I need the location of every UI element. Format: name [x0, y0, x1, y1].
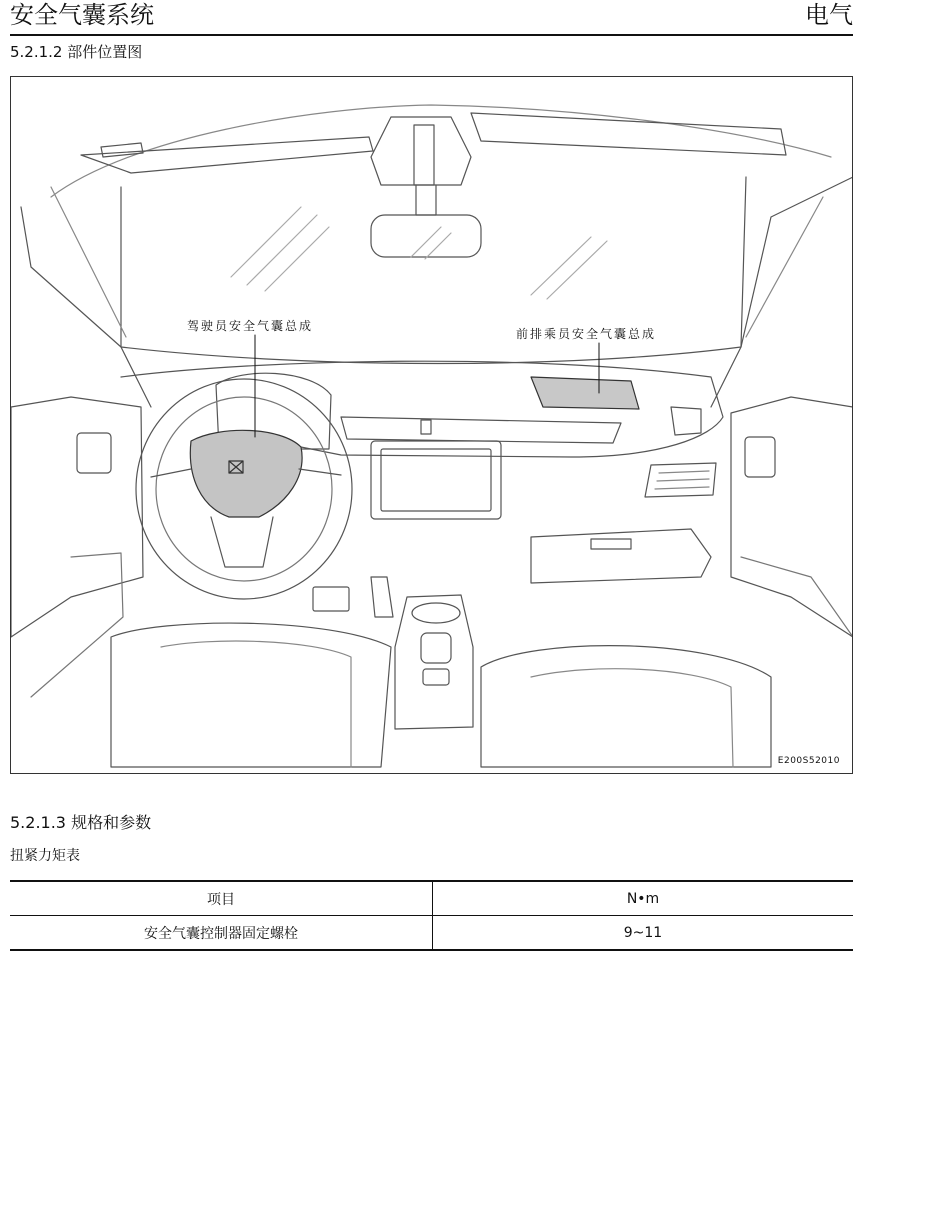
section-heading-specs: 5.2.1.3 规格和参数	[10, 813, 152, 832]
right-sun-visor	[471, 113, 786, 155]
car-interior-illustration	[11, 77, 853, 774]
center-console	[395, 595, 473, 729]
torque-table-title: 扭紧力矩表	[10, 848, 80, 864]
right-door-panel	[731, 397, 853, 637]
driver-airbag-area	[190, 430, 302, 517]
column-header-item: 项目	[10, 881, 433, 916]
table-header-row	[10, 881, 853, 916]
section-heading-component-location: 5.2.1.2 部件位置图	[10, 43, 143, 61]
passenger-seat	[481, 646, 771, 767]
page-title: 安全气囊系统	[10, 1, 154, 29]
brake-pedal	[313, 587, 349, 611]
figure-code: E200S52010	[777, 756, 840, 766]
driver-airbag-callout: 驾驶员安全气囊总成	[187, 319, 314, 333]
gear-selector	[421, 633, 451, 663]
passenger-airbag-area	[531, 377, 639, 409]
right-vent	[671, 407, 701, 435]
page-header	[10, 0, 853, 36]
center-screen	[371, 441, 501, 519]
table-cell-torque: 9~11	[433, 916, 854, 951]
driver-seat	[111, 623, 391, 767]
torque-table	[10, 880, 853, 951]
overhead-console	[371, 117, 471, 185]
column-header-torque: N•m	[433, 881, 854, 916]
left-door-panel	[11, 397, 143, 637]
category-label: 电气	[805, 1, 853, 29]
table-row	[10, 916, 853, 951]
glovebox	[531, 529, 711, 583]
component-location-figure	[10, 76, 853, 774]
accelerator-pedal	[371, 577, 393, 617]
rear-view-mirror	[371, 215, 481, 257]
passenger-airbag-callout: 前排乘员安全气囊总成	[516, 327, 657, 341]
table-cell-item: 安全气囊控制器固定螺栓	[10, 916, 433, 951]
